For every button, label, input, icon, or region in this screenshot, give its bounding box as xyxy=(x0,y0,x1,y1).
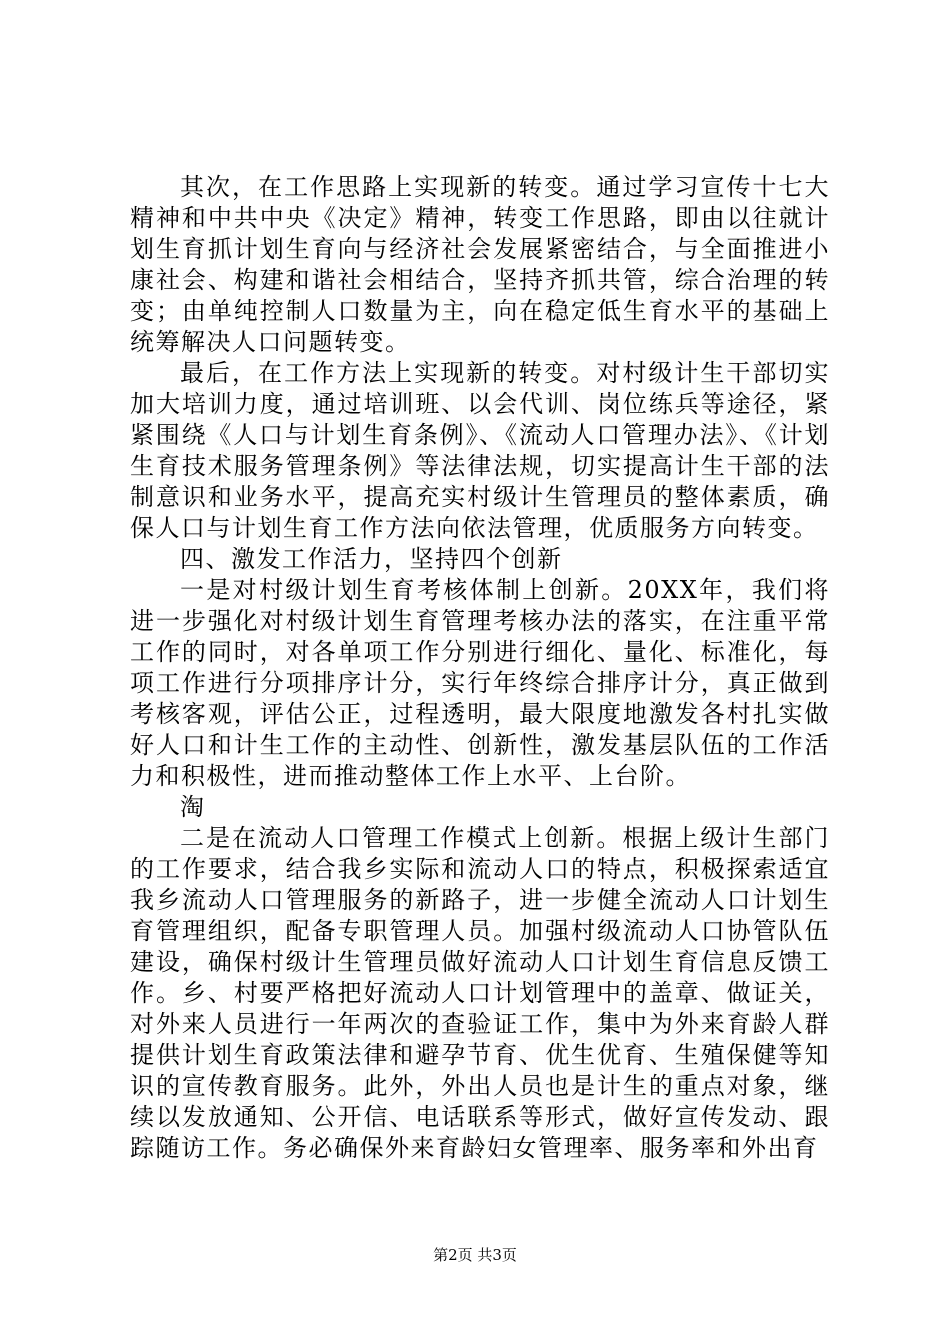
paragraph-thinking: 其次，在工作思路上实现新的转变。通过学习宣传十七大精神和中共中央《决定》精神，转变工作思路，即由以往就计划生育抓计划生育向与经济社会发展紧密结合，与全面推进小康社会、构建和谐社会相结合，坚持齐抓共管，综合治理的转变；由单纯控制人口数量为主，向在稳定低生育水平的基础上统筹解决人口问题转变。 xyxy=(130,173,830,356)
document-body xyxy=(130,172,830,1164)
section-heading: 四、激发工作活力，坚持四个创新 xyxy=(180,545,563,573)
paragraph-methods: 最后，在工作方法上实现新的转变。对村级计生干部切实加大培训力度，通过培训班、以会代训、岗位练兵等途径，紧紧围绕《人口与计划生育条例》、《流动人口管理办法》、《计划生育技术服务管理条例》等法律法规，切实提高计生干部的法制意识和业务水平，提高充实村级计生管理员的整体素质，确保人口与计划生育工作方法向依法管理，优质服务方向转变。 xyxy=(130,359,830,542)
paragraph-stray-char: 淘 xyxy=(180,793,206,821)
paragraph-floating-population: 二是在流动人口管理工作模式上创新。根据上级计生部门的工作要求，结合我乡实际和流动人口的特点，积极探索适宜我乡流动人口管理服务的新路子，进一步健全流动人口计划生育管理组织，配备专职管理人员。加强村级流动人口协管队伍建设，确保村级计生管理员做好流动人口计划生育信息反馈工作。乡、村要严格把好流动人口计划管理中的盖章、做证关，对外来人员进行一年两次的查验证工作，集中为外来育龄人群提供计划生育政策法律和避孕节育、优生优育、生殖保健等知识的宣传教育服务。此外，外出人员也是计生的重点对象，继续以发放通知、公开信、电话联系等形式，做好宣传发动、跟踪随访工作。务必确保外来育龄妇女管理率、服务率和外出育 xyxy=(130,824,830,1162)
page-number-footer: 第2页 共3页 xyxy=(433,1246,517,1264)
paragraph-assessment: 一是对村级计划生育考核体制上创新。20XX年，我们将进一步强化对村级计划生育管理考核办法的落实，在注重平常工作的同时，对各单项工作分别进行细化、量化、标准化，每项工作进行分项排序计分，实行年终综合排序计分，真正做到考核客观，评估公正，过程透明，最大限度地激发各村扎实做好人口和计生工作的主动性、创新性，激发基层队伍的工作活力和积极性，进而推动整体工作上水平、上台阶。 xyxy=(130,576,830,790)
